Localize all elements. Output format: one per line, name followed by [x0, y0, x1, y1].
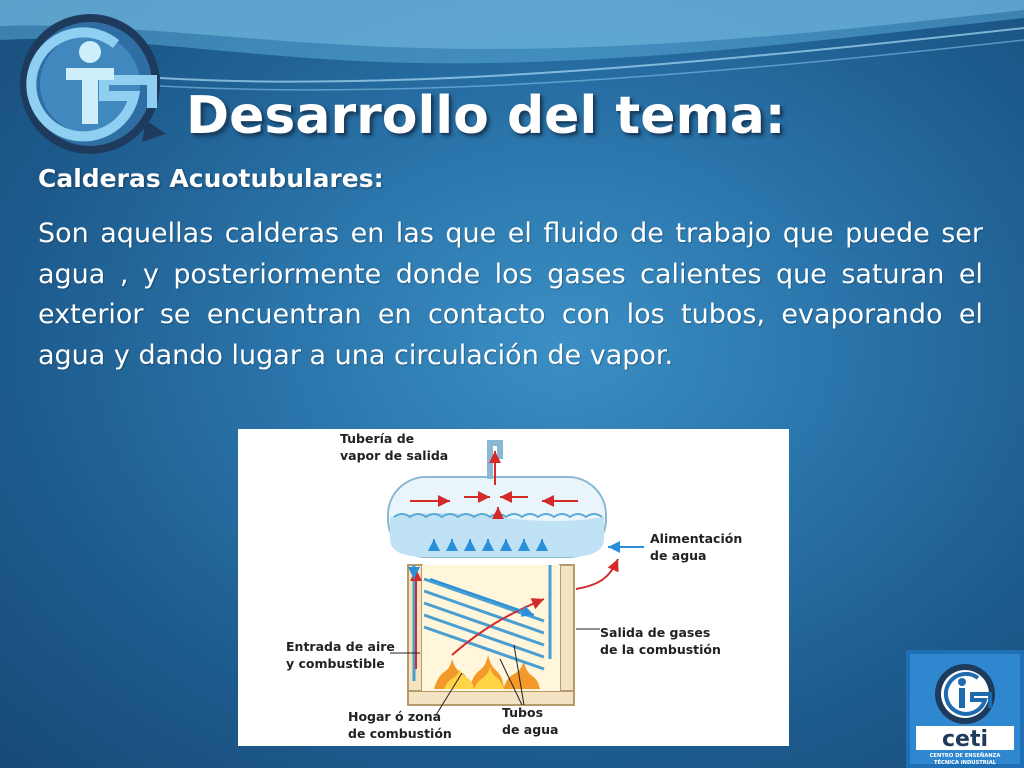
label-exhaust-gases: Salida de gases de la combustión: [600, 625, 721, 657]
boiler-diagram: [238, 429, 789, 746]
label-steam-outlet: Tubería de vapor de salida: [340, 431, 449, 463]
label-furnace: Hogar ó zona de combustión: [348, 709, 452, 741]
slide-subtitle: Calderas Acuotubulares:: [38, 164, 384, 193]
label-air-fuel-inlet: Entrada de aire y combustible: [286, 639, 395, 671]
ceti-badge-name: ceti: [941, 727, 989, 752]
slide-body: Son aquellas calderas en las que el fluido de trabajo que puede ser agua , y posteriormente donde los gases calientes que saturan el exterior se encuentran en contacto con los tubos, evaporando el agua y dando lugar a una circulación de vapor.: [38, 218, 983, 371]
label-water-feed: Alimentación de agua: [650, 531, 743, 563]
ceti-badge-icon: [906, 650, 1024, 768]
ceti-badge-line2: TÉCNICA INDUSTRIAL: [933, 760, 997, 766]
slide-title: Desarrollo del tema:: [186, 86, 786, 146]
label-water-tubes: Tubos de agua: [502, 705, 559, 737]
ceti-logo-icon: [6, 4, 184, 162]
ceti-badge-line1: CENTRO DE ENSEÑANZA: [929, 753, 1001, 759]
